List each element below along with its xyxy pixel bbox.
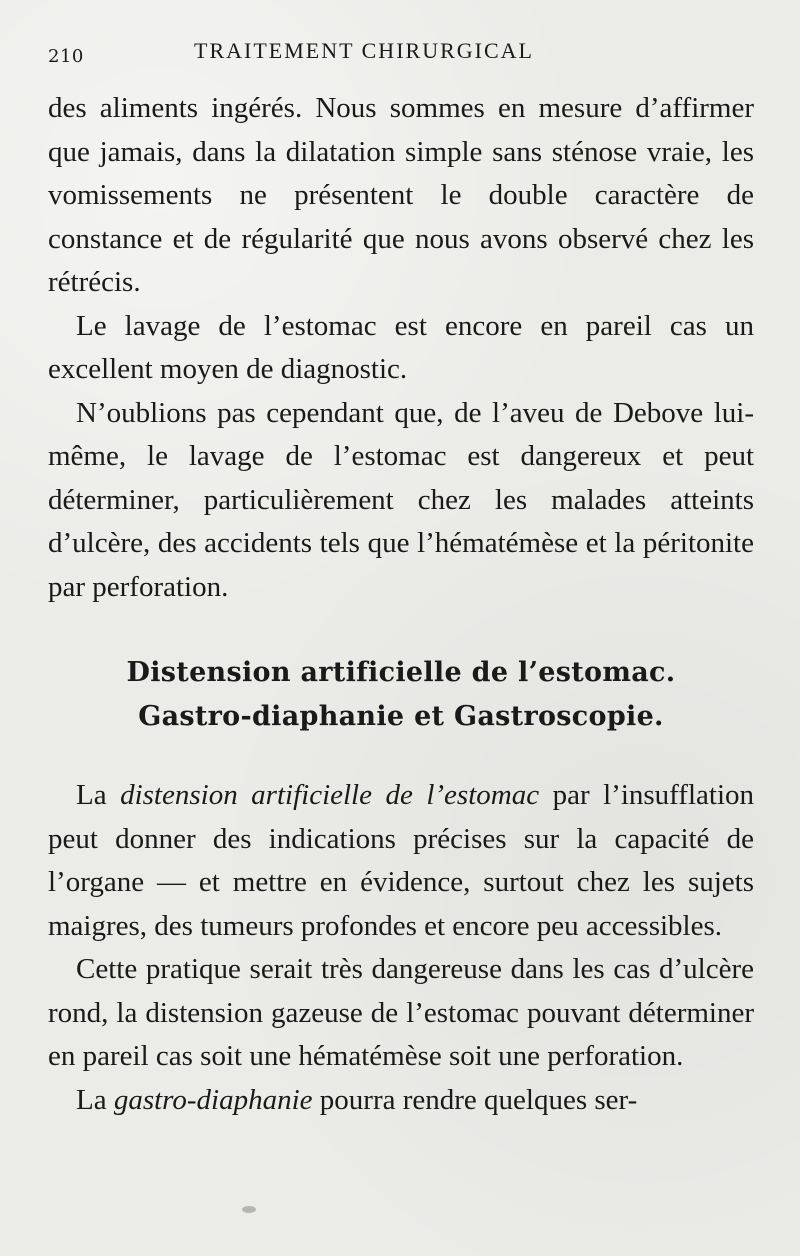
section-title-line-1: Distension artificielle de l’estomac. bbox=[126, 657, 676, 688]
italic-term-distension: distension artificielle de l’estomac bbox=[120, 779, 540, 811]
italic-term-gastro-diaphanie: gastro-diaphanie bbox=[113, 1083, 313, 1116]
section-title-line-2: Gastro-diaphanie et Gastroscopie. bbox=[138, 701, 664, 732]
running-title: TRAITEMENT CHIRURGICAL bbox=[194, 38, 534, 63]
paragraph-continuation: des aliments ingérés. Nous sommes en mesure d’affirmer que jamais, dans la dilatation simple sans sténose vraie, les vomissements ne présentent le double caractère de constance et de régularité que nous avons observé chez les rétrécis. bbox=[48, 92, 754, 298]
paragraph-gastro-prefix: La bbox=[76, 1083, 114, 1116]
paragraph-danger: Cette pratique serait très dangereuse dans les cas d’ulcère rond, la distension gazeuse de l’estomac pouvant déterminer en pareil cas soit une hématémèse soit une perforation. bbox=[48, 953, 754, 1072]
paragraph-lavage: Le lavage de l’estomac est encore en pareil cas un excellent moyen de diagnostic. bbox=[48, 309, 754, 385]
print-smudge bbox=[242, 1206, 256, 1213]
page-number: 210 bbox=[48, 46, 84, 67]
running-header bbox=[48, 34, 754, 74]
paragraph-distension-prefix: La bbox=[76, 779, 121, 811]
paragraph-gastro-text: pourra rendre quelques ser- bbox=[312, 1083, 638, 1116]
paragraph-gastro-diaphanie bbox=[48, 1079, 754, 1123]
paragraph-distension bbox=[48, 774, 754, 948]
paragraph-debove: N’oublions pas cependant que, de l’aveu de Debove lui-même, le lavage de l’estomac est dangereux et peut déterminer, particulièrement chez les malades atteints d’ulcère, des accidents tels que l’hématémèse et la péritonite par perforation. bbox=[48, 396, 754, 603]
paragraph-distension-text: par l’insufflation peut donner des indications précises sur la capacité de l’organe — et mettre en évidence, surtout chez les sujets maigres, des tumeurs profondes et encore peu accessibles. bbox=[48, 779, 754, 942]
section-title bbox=[48, 651, 754, 739]
